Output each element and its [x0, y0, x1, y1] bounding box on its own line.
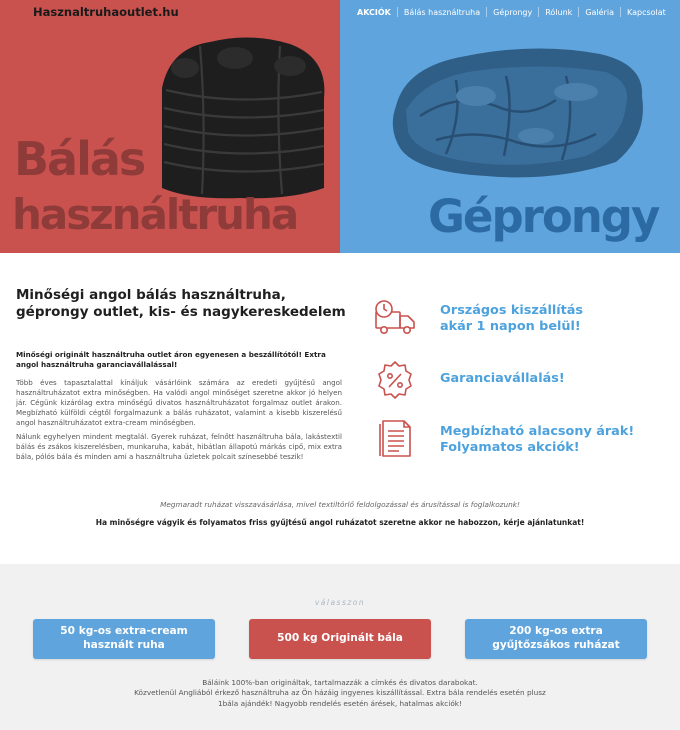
bottom-info-line1: Báláink 100%-ban origináltak, tartalmazzák a címkés és divatos darabokat.	[202, 678, 478, 687]
product-50kg-button[interactable]	[33, 619, 215, 659]
nav-item-contact[interactable]: Kapcsolat	[626, 7, 666, 17]
intro-lead-text: Minőségi originált használtruha outlet áron egyenesen a beszállítótól! Extra angol használtruha garanciavállalással!	[16, 350, 326, 370]
hero-bales-panel[interactable]	[0, 0, 340, 253]
buyback-note: Megmaradt ruházat visszavásárlása, mivel textiltörlő feldolgozással és árusítással is foglalkozunk!	[160, 500, 520, 509]
hero-title-used-clothes: használtruha	[12, 190, 298, 239]
rag-bundle-image	[386, 36, 650, 186]
intro-paragraph-2: Nálunk egyhelyen mindent megtalál. Gyerek ruházat, felnőtt használtruha bála, lakástextil bálás és zsákos kiszerelésben, munkaruha, kabát, hibátlan állapotú márkás cipő, mix extra bála, pólós bála és minden ami a használtruha üzletek polcait színesebbé teszik!	[16, 432, 342, 462]
product-50kg-line2: használt ruha	[83, 639, 165, 651]
feature-prices-text	[440, 424, 634, 456]
feature-prices-line2: Folyamatos akciók!	[440, 439, 580, 455]
site-logo[interactable]: Hasznaltruhaoutlet.hu	[33, 5, 179, 19]
hero-rags-panel[interactable]	[340, 0, 680, 253]
bottom-info-line2: Közvetlenül Angliából érkező használtruha az Ön házáig ingyenes kiszállítással. Extra bála rendelés esetén plusz 1bála ajándék! Nagyobb rendelés esetén árések, hatalmas akciók!	[134, 688, 546, 708]
percent-badge-icon	[372, 360, 418, 400]
top-navigation	[340, 0, 680, 24]
product-200kg-line2: gyűjtőzsákos ruházat	[492, 639, 620, 651]
nav-item-about[interactable]: Rólunk	[545, 7, 573, 17]
hero-banner	[0, 0, 680, 253]
nav-item-akciok[interactable]: AKCIÓK	[357, 7, 391, 17]
feature-shipping-line2: akár 1 napon belül!	[440, 318, 581, 334]
intro-paragraph-1: Több éves tapasztalattal kínáljuk vásárlóink számára az eredeti gyűjtésű angol használtruházatot extra minőségben. Ha valódi angol minőséget szeretne akkor jó helyen jár. Cégünk kizárólag extra minőségű divatos használtruházatot forgalmaz outlet árakon. Megbízható külföldi cégtől forgalmazunk a bálás ruházatot, valamint a kisebb kiszerelésű angol használtruházatot extra-cream minőségben.	[16, 378, 342, 428]
nav-item-bales[interactable]: Bálás használtruha	[403, 7, 481, 17]
clothing-bale-image	[140, 28, 340, 200]
choose-label: válasszon	[314, 598, 366, 607]
feature-shipping-line1: Országos kiszállítás	[440, 303, 584, 318]
feature-prices-line1: Megbízható alacsony árak!	[440, 424, 635, 439]
hero-title-rags: Géprongy	[428, 190, 659, 243]
nav-item-gallery[interactable]: Galéria	[585, 7, 614, 17]
call-to-action-text: Ha minőségre vágyik és folyamatos friss gyűjtésű angol ruházatot szeretne akkor ne habozzon, kérje ajánlatunkat!	[95, 518, 585, 527]
product-500kg-button[interactable]	[249, 619, 431, 659]
delivery-truck-icon	[372, 298, 418, 338]
hero-title-bales: Bálás	[14, 132, 145, 186]
nav-item-rags[interactable]: Géprongy	[493, 7, 533, 17]
product-200kg-button[interactable]	[465, 619, 647, 659]
intro-heading: Minőségi angol bálás használtruha, géprongy outlet, kis- és nagykereskedelem	[16, 287, 346, 321]
feature-guarantee-text	[440, 371, 565, 387]
feature-shipping-text	[440, 303, 583, 335]
bottom-info-text	[130, 678, 550, 709]
document-list-icon	[372, 418, 418, 458]
feature-guarantee-line1: Garanciavállalás!	[440, 371, 565, 386]
product-50kg-line1: 50 kg-os extra-cream	[60, 625, 188, 638]
product-200kg-line1: 200 kg-os extra	[509, 625, 603, 638]
product-500kg-line1: 500 kg Originált bála	[277, 632, 403, 645]
